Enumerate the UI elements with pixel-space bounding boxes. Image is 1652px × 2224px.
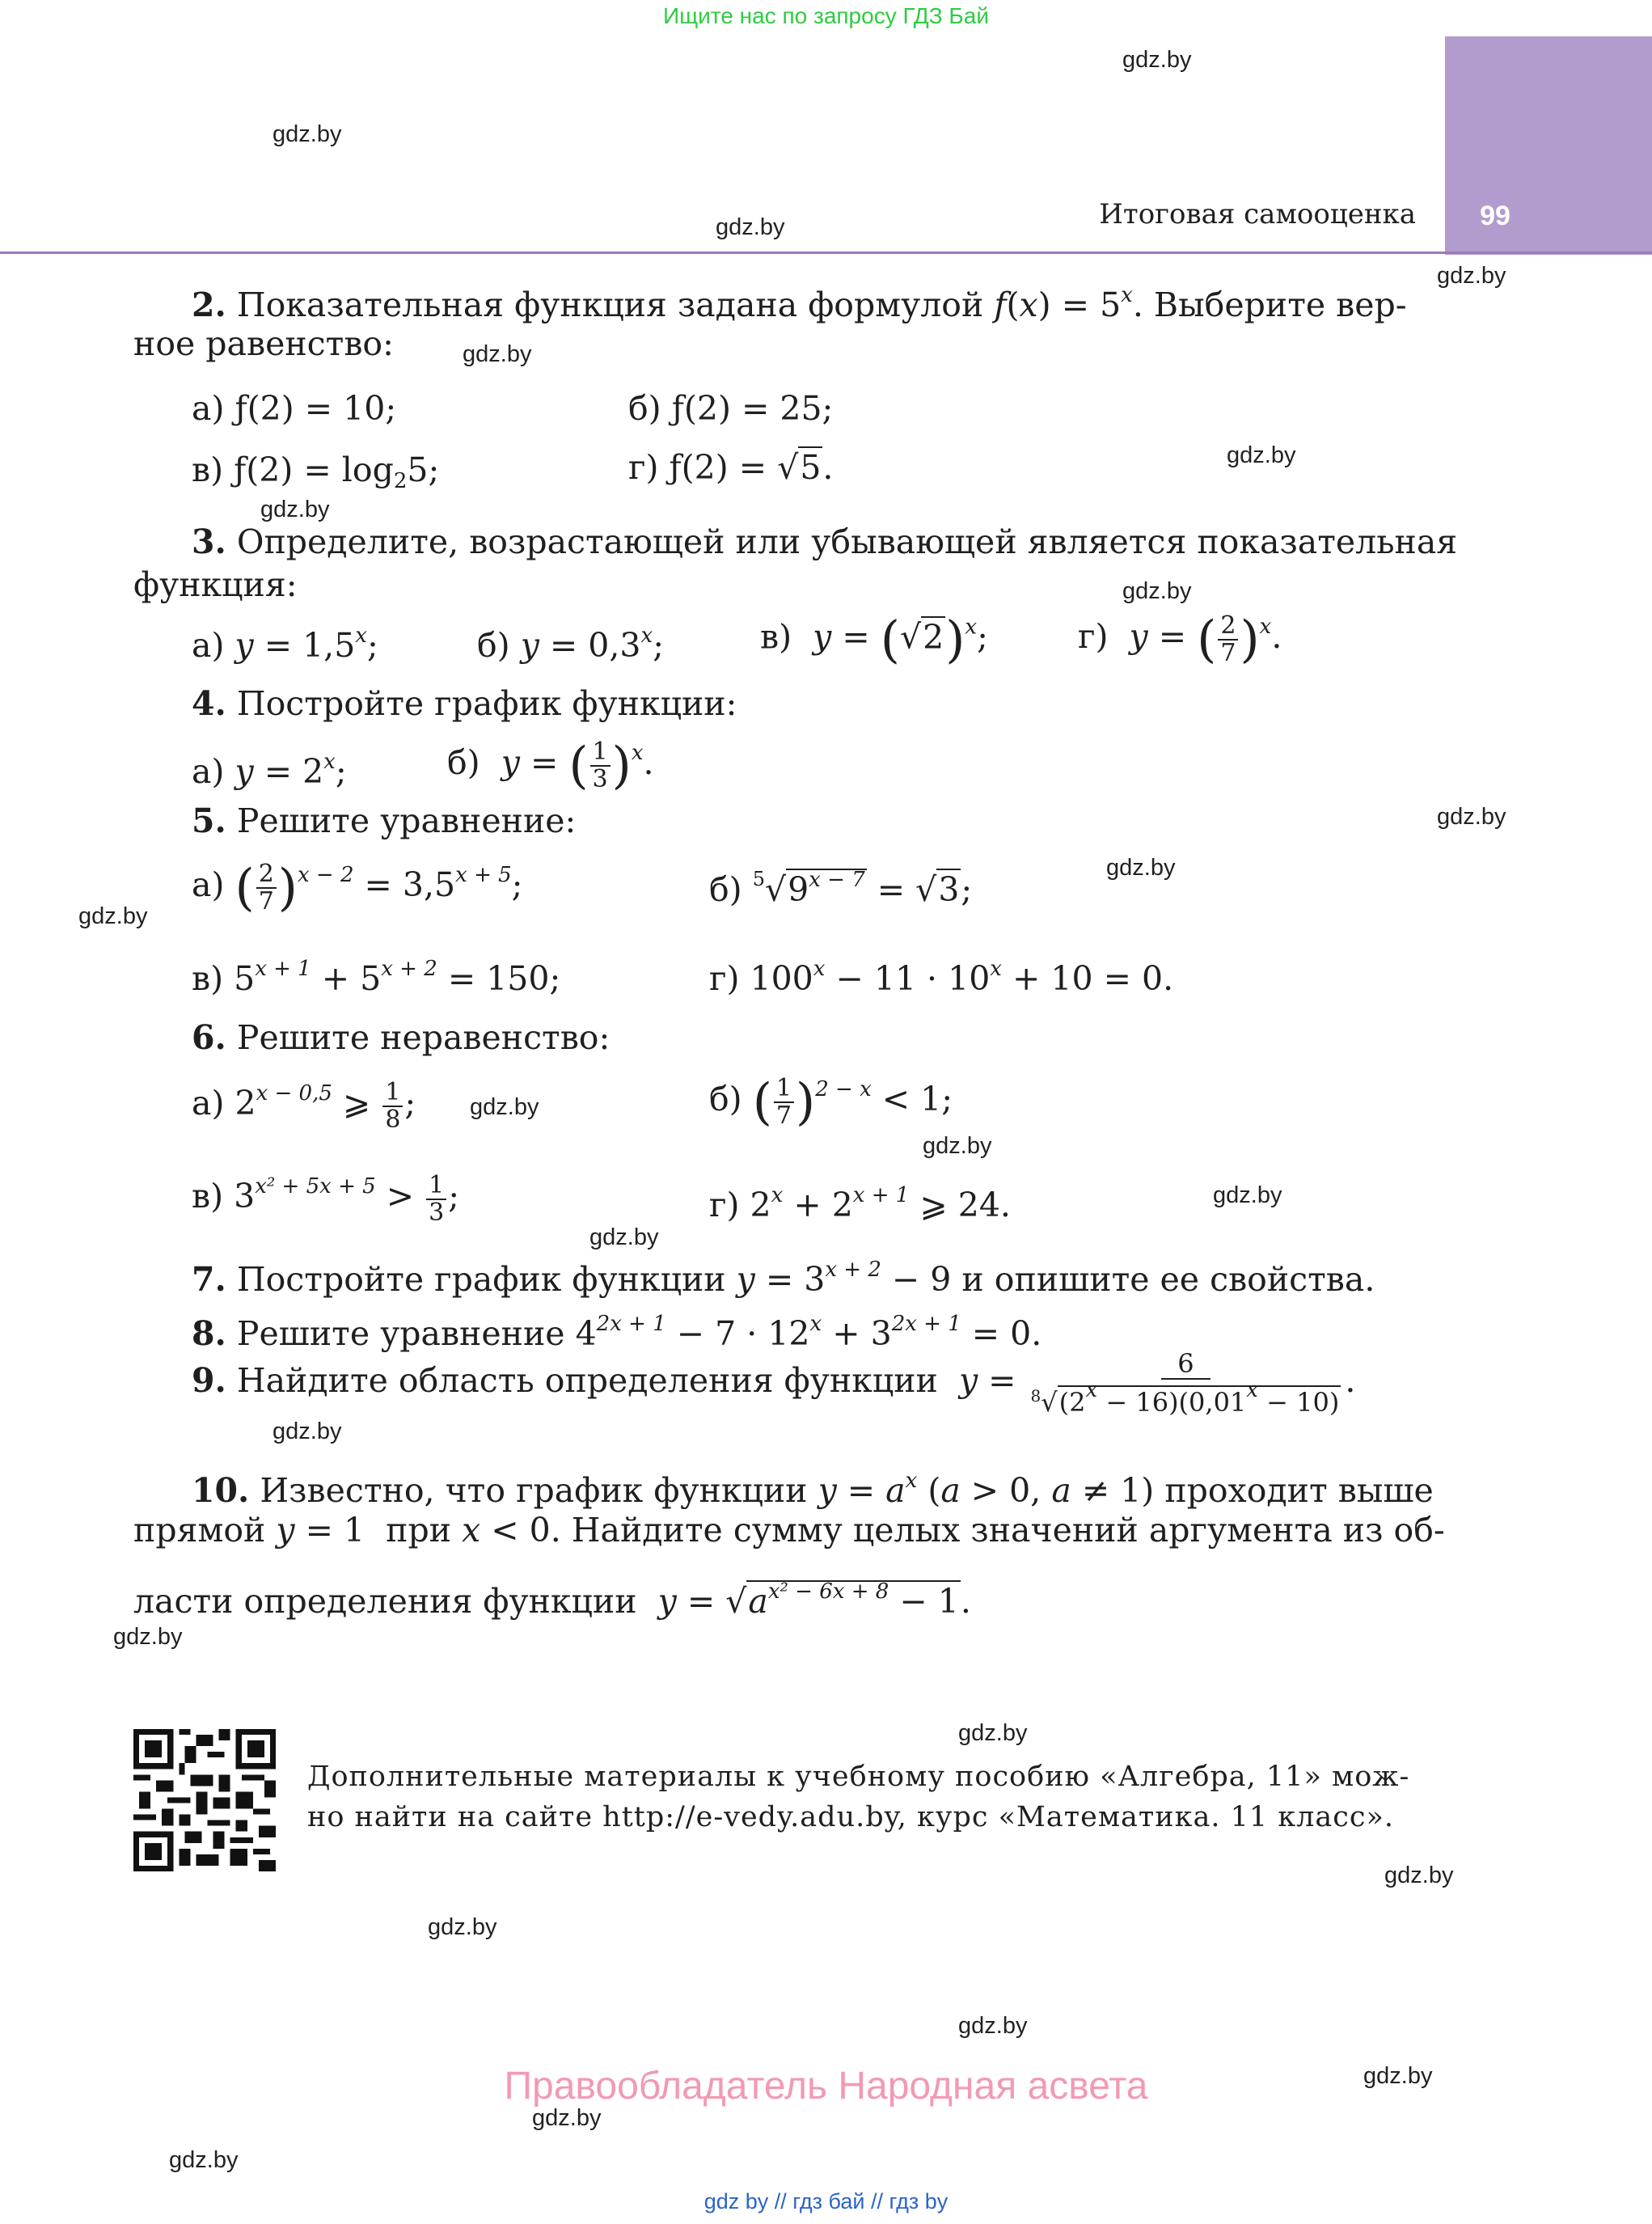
header-rule (0, 252, 1652, 254)
watermark: gdz.by (589, 1224, 659, 1250)
task-4: 4. Постройте график функции: (192, 684, 737, 723)
bottom-links[interactable]: gdz by // гдз бай // гдз by (703, 2189, 949, 2213)
task-5-option-a: а) ( $\frac{2}{7}$ )$^{x - 2} = 3,5^{x + 5}$; (192, 857, 523, 917)
task-4-option-a: а) $y = 2^x$; (192, 750, 347, 792)
watermark: gdz.by (958, 2013, 1028, 2039)
copyright-owner: Правообладатель Народная асвета (504, 2065, 1148, 2108)
watermark: gdz.by (1437, 804, 1506, 830)
task-6: 6. Решите неравенство: (192, 1018, 611, 1057)
task-2-line-2: ное равенство: (133, 324, 394, 363)
task-5-option-b: б) $^5√9^{x - 7} = √3$; (709, 868, 973, 910)
task-7: 7. Постройте график функции $y = 3^{x + 2} - 9$ и опишите ее свойства. (192, 1258, 1375, 1300)
task-2-option-g: г) ƒ(2) = √5. (628, 448, 834, 487)
task-3-option-v: в) $y = (√2)^x$; (760, 610, 988, 669)
watermark: gdz.by (113, 1624, 183, 1650)
watermark: gdz.by (958, 1720, 1028, 1746)
task-2-option-a: а) ƒ(2) = 10; (192, 389, 397, 428)
watermark: gdz.by (260, 497, 330, 522)
watermark: gdz.by (1363, 2063, 1433, 2089)
watermark: gdz.by (532, 2105, 602, 2131)
task-4-option-b: б) y = ( $\frac{1}{3}$ )$^x$. (447, 735, 654, 795)
task-10-line-2: прямой y = 1 при x < 0. Найдите сумму целых значений аргумента из об- (133, 1511, 1445, 1550)
watermark: gdz.by (273, 1419, 342, 1444)
watermark: gdz.by (1384, 1862, 1454, 1888)
watermark: gdz.by (1437, 263, 1506, 289)
task-10-line-1: 10. Известно, что график функции $y = a^x$ (a > 0, a ≠ 1) проходит выше (192, 1469, 1434, 1511)
watermark: gdz.by (923, 1133, 992, 1159)
page-number: 99 (1480, 201, 1510, 231)
watermark: gdz.by (1122, 578, 1192, 604)
task-2-option-b: б) ƒ(2) = 25; (628, 389, 834, 428)
task-5-option-v: в) $5^{x + 1} + 5^{x + 2} = 150$; (192, 957, 561, 999)
watermark: gdz.by (428, 1914, 497, 1940)
top-banner: Ищите нас по запросу ГДЗ Бай (662, 3, 990, 28)
task-10-line-3: ласти определения функции $y = √a^{x^2 - 6x + 8} - 1$. (133, 1579, 971, 1621)
task-9: 9. Найдите область определения функции y = $\frac{6}{^8√(2^x - 16)(0,01^x - 10)}$ . (192, 1348, 1356, 1418)
task-5-option-g: г) $100^x - 11 \cdot 10^x + 10 = 0$. (709, 957, 1174, 999)
watermark: gdz.by (463, 341, 532, 367)
watermark: gdz.by (1122, 47, 1192, 73)
task-6-option-a: а) $2^{x - 0,5}$ ⩾ $\frac{1}{8}$ ; (192, 1078, 416, 1134)
task-6-option-v: в) $3^{x^2 + 5x + 5}$ > $\frac{1}{3}$ ; (192, 1171, 460, 1227)
task-3-option-b: б) $y = 0,3^x$; (477, 624, 665, 666)
additional-materials-note: Дополнительные материалы к учебному пособию «Алгебра, 11» мож- но найти на сайте http://e-vedy.adu.by, курс «Математика. 11 класс». (307, 1761, 1410, 1833)
task-6-option-b: б) ( $\frac{1}{7}$ )$^{2 - x}$ < 1; (709, 1072, 953, 1131)
task-3-option-a: а) $y = 1,5^x$; (192, 624, 378, 666)
watermark: gdz.by (273, 121, 342, 147)
task-2-line-1: 2. Показательная функция задана формулой $f(x) = 5^x$. Выберите вер- (192, 283, 1407, 325)
task-3-line-1: 3. Определите, возрастающей или убывающей является показательная (192, 522, 1458, 561)
qr-code[interactable] (133, 1729, 276, 1871)
watermark: gdz.by (78, 903, 148, 929)
watermark: gdz.by (716, 214, 785, 240)
task-6-option-g: г) $2^x + 2^{x + 1}$ ⩾ 24. (709, 1183, 1011, 1225)
watermark: gdz.by (1227, 442, 1296, 468)
watermark: gdz.by (1213, 1182, 1282, 1208)
watermark: gdz.by (1106, 855, 1176, 881)
task-2-option-v: в) ƒ(2) = log25; (192, 450, 440, 493)
task-8: 8. Решите уравнение $4^{2x + 1} - 7 \cdot 12^x + 3^{2x + 1} = 0$. (192, 1312, 1042, 1354)
watermark: gdz.by (169, 2147, 239, 2173)
task-3-option-g: г) y = ( $\frac{2}{7}$ )$^x$. (1078, 609, 1282, 669)
task-5: 5. Решите уравнение: (192, 801, 577, 840)
task-3-line-2: функция: (133, 565, 298, 604)
watermark: gdz.by (470, 1094, 539, 1120)
running-head: Итоговая самооценка (1099, 198, 1416, 230)
